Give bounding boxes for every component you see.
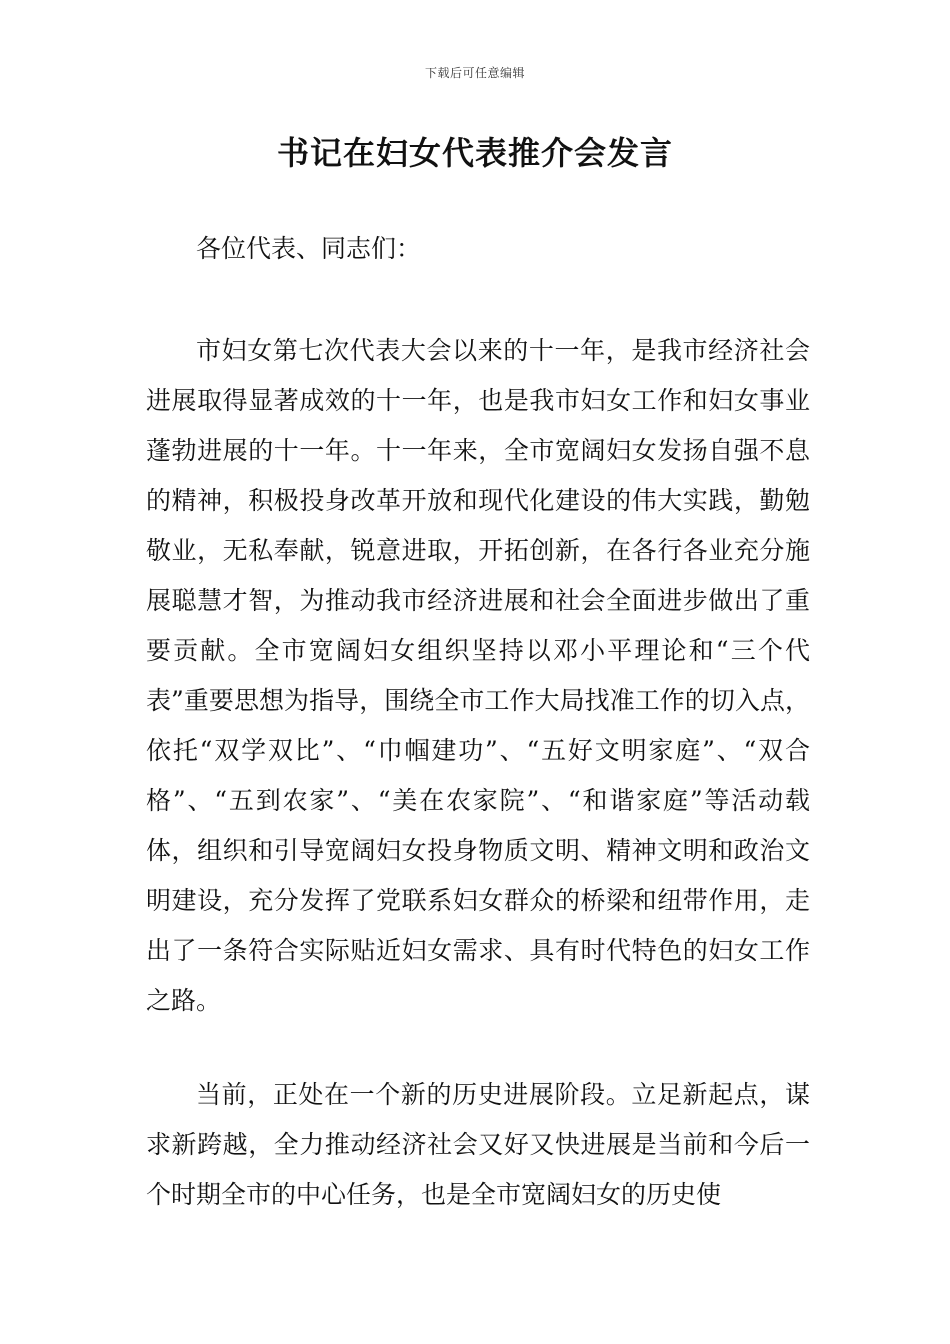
paragraph-1: 市妇女第七次代表大会以来的十一年，是我市经济社会进展取得显著成效的十一年，也是我市妇女工作和妇女事业蓬勃进展的十一年。十一年来，全市宽阔妇女发扬自强不息的精神，积极投身改革开放和现代化建设的伟大实践，勤勉敬业，无私奉献，锐意进取，开拓创新，在各行各业充分施展聪慧才智，为推动我市经济进展和社会全面进步做出了重要贡献。全市宽阔妇女组织坚持以邓小平理论和“三个代表”重要思想为指导，围绕全市工作大局找准工作的切入点，依托“双学双比”、“巾帼建功”、“五好文明家庭”、“双合格”、“五到农家”、“美在农家院”、“和谐家庭”等活动载体，组织和引导宽阔妇女投身物质文明、精神文明和政治文明建设，充分发挥了党联系妇女群众的桥梁和纽带作用，走出了一条符合实际贴近妇女需求、具有时代特色的妇女工作之路。	[146, 336, 810, 1015]
salutation: 各位代表、同志们：	[196, 234, 422, 263]
paragraph-2: 当前，正处在一个新的历史进展阶段。立足新起点，谋求新跨越，全力推动经济社会又好又快进展是当前和今后一个时期全市的中心任务，也是全市宽阔妇女的历史使	[146, 1080, 810, 1209]
header-note: 下载后可任意编辑	[424, 66, 525, 80]
document-title: 书记在妇女代表推介会发言	[276, 134, 673, 172]
